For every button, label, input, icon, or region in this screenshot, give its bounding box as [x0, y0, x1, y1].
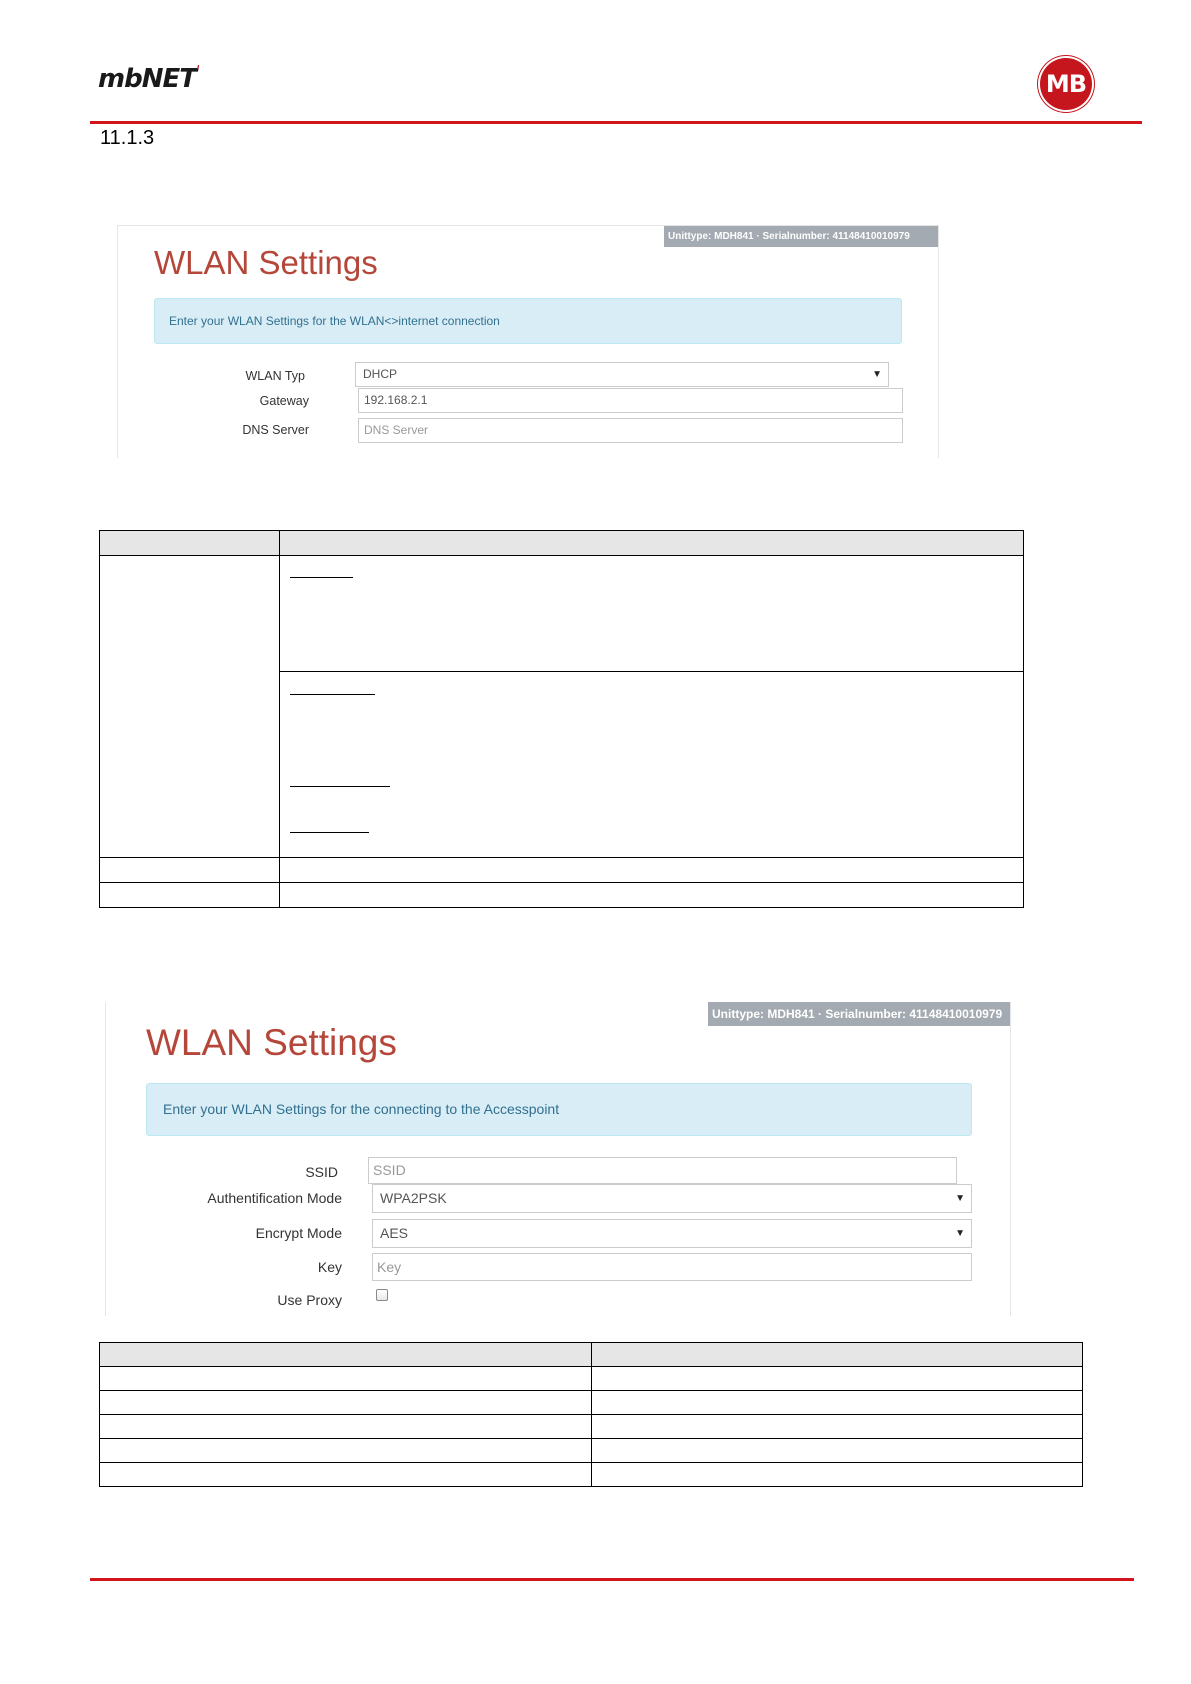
wlan-settings-screenshot-dhcp	[117, 225, 939, 458]
table-cell	[100, 858, 280, 883]
table-cell	[100, 1415, 592, 1439]
ssid-input[interactable]: SSID	[368, 1157, 957, 1184]
section-number: 11.1.3	[100, 127, 155, 149]
gateway-input[interactable]: 192.168.2.1	[358, 388, 903, 413]
wlan-settings-screenshot-accesspoint	[105, 1002, 1011, 1316]
table-cell	[100, 1439, 592, 1463]
table-cell	[280, 672, 1024, 858]
gateway-label: Gateway	[259, 394, 309, 408]
chevron-down-icon: ▼	[872, 369, 882, 380]
table-cell	[100, 1367, 592, 1391]
table-cell	[100, 1391, 592, 1415]
info-alert: Enter your WLAN Settings for the WLAN<>internet connection	[154, 298, 902, 344]
table-cell	[280, 556, 1024, 672]
key-label: Key	[317, 1259, 342, 1275]
footer-rule	[90, 1578, 1134, 1581]
wlan-typ-label: WLAN Typ	[245, 369, 305, 383]
wlan-typ-table	[99, 530, 1024, 908]
table-cell	[100, 556, 280, 858]
table-cell	[592, 1439, 1083, 1463]
table-cell	[592, 1415, 1083, 1439]
table-cell	[280, 858, 1024, 883]
key-input[interactable]: Key	[372, 1253, 972, 1281]
chevron-down-icon: ▼	[955, 1193, 965, 1204]
info-alert: Enter your WLAN Settings for the connecting to the Accesspoint	[146, 1083, 972, 1136]
underline-mark	[290, 577, 353, 578]
wlan-field-table	[99, 1342, 1083, 1487]
table-cell	[592, 1463, 1083, 1487]
chevron-down-icon: ▼	[955, 1228, 965, 1239]
unit-info-badge: Unittype: MDH841 · Serialnumber: 41148410010979	[708, 1002, 1010, 1026]
page-title: WLAN Settings	[146, 1022, 397, 1063]
table-header-cell	[100, 1343, 592, 1367]
underline-mark	[290, 832, 369, 833]
table-cell	[280, 883, 1024, 908]
encrypt-mode-select[interactable]: AES ▼	[372, 1219, 972, 1248]
use-proxy-label: Use Proxy	[277, 1292, 342, 1308]
table-cell	[592, 1367, 1083, 1391]
header-rule	[90, 121, 1142, 124]
use-proxy-checkbox[interactable]	[376, 1289, 388, 1301]
underline-mark	[290, 786, 390, 787]
dns-server-label: DNS Server	[242, 423, 309, 437]
dns-server-input[interactable]: DNS Server	[358, 418, 903, 443]
table-header-cell	[100, 531, 280, 556]
auth-mode-select[interactable]: WPA2PSK ▼	[372, 1184, 972, 1213]
unit-info-badge: Unittype: MDH841 · Serialnumber: 41148410010979	[664, 226, 938, 247]
underline-mark	[290, 694, 375, 695]
encrypt-mode-label: Encrypt Mode	[255, 1225, 342, 1241]
table-cell	[100, 1463, 592, 1487]
table-cell	[100, 883, 280, 908]
auth-mode-label: Authentification Mode	[207, 1190, 342, 1206]
mbnet-logo: mbNET$^ˈ$	[98, 64, 200, 94]
mb-logo-badge: MB	[1040, 58, 1092, 110]
page-title: WLAN Settings	[154, 244, 378, 281]
table-cell	[592, 1391, 1083, 1415]
table-header-cell	[280, 531, 1024, 556]
ssid-label: SSID	[305, 1164, 338, 1180]
table-header-cell	[592, 1343, 1083, 1367]
wlan-typ-select[interactable]: DHCP ▼	[355, 362, 889, 387]
